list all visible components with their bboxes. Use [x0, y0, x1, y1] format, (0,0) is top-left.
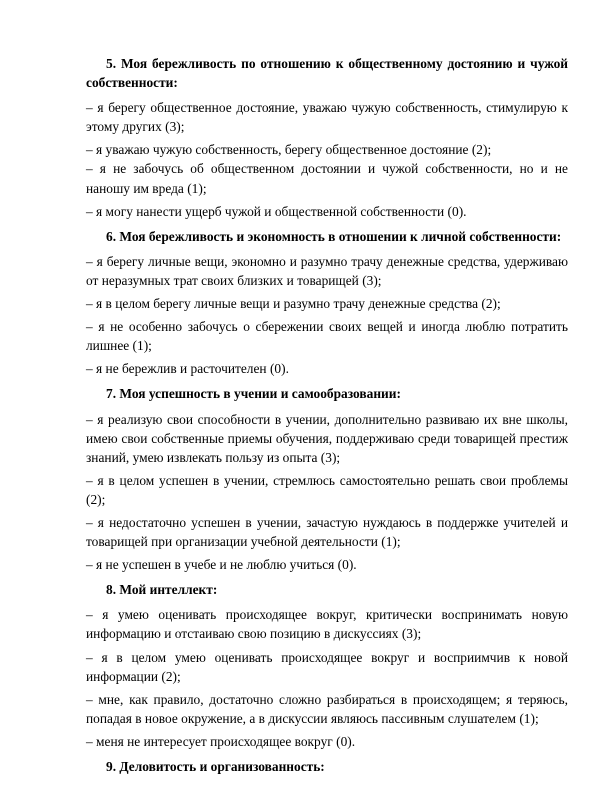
list-item: – меня не интересует происходящее вокруг (0).: [86, 733, 356, 749]
list-item: – я недостаточно успешен в учении, зачастую нуждаюсь в поддержке учителей и товарищей при организации учебной деятельности (1);: [86, 514, 568, 550]
section-heading: 6. Моя бережливость и экономность в отношении к личной собственности:: [106, 228, 562, 244]
list-item: – я в целом умею оценивать происходящее вокруг и восприимчив к новой информации (2);: [86, 649, 568, 684]
list-item: – я умею оценивать происходящее вокруг, критически воспринимать новую информацию и отстаиваю свою позицию в дискуссиях (3);: [86, 607, 568, 642]
section-heading: 8. Мой интеллект:: [106, 582, 218, 598]
section-heading: 5. Моя бережливость по отношению к общественному достоянию и чужой собственности:: [86, 56, 568, 91]
list-item: – я реализую свои способности в учении, дополнительно развиваю их вне школы, имею свои собственные приемы обучения, поддерживаю среди товарищей престиж знаний, умею извлекать пользу из опыта (3);: [86, 411, 568, 465]
list-item: – я берегу личные вещи, экономно и разумно трачу денежные средства, удерживаю от неразумных трат своих близких и товарищей (3);: [86, 253, 568, 288]
list-item: – я не бережлив и расточителен (0).: [86, 361, 289, 377]
list-item: – мне, как правило, достаточно сложно разбираться в происходящем; я теряюсь, попадая в новое окружение, а в дискуссии являюсь пассивным слушателем (1);: [86, 691, 568, 726]
section-heading: 9. Деловитость и организованность:: [106, 759, 325, 774]
list-item: – я не особенно забочусь о сбережении своих вещей и иногда люблю потратить лишнее (1);: [86, 319, 568, 354]
document-content: [86, 54, 568, 776]
list-item: – я не успешен в учебе и не люблю учиться (0).: [86, 557, 357, 573]
list-item: – я в целом берегу личные вещи и разумно трачу денежные средства (2);: [86, 296, 501, 312]
section-heading: 7. Моя успешность в учении и самообразовании:: [106, 386, 401, 402]
list-item: – я не забочусь об общественном достоянии и чужой собственности, но и не наношу им вреда (1);: [86, 161, 568, 196]
list-item: – я в целом успешен в учении, стремлюсь самостоятельно решать свои проблемы (2);: [86, 472, 568, 507]
list-item: – я уважаю чужую собственность, берегу общественное достояние (2);: [86, 142, 492, 158]
list-item: – я могу нанести ущерб чужой и общественной собственности (0).: [86, 203, 467, 219]
list-item: – я берегу общественное достояние, уважаю чужую собственность, стимулирую к этому других (3);: [86, 100, 568, 135]
